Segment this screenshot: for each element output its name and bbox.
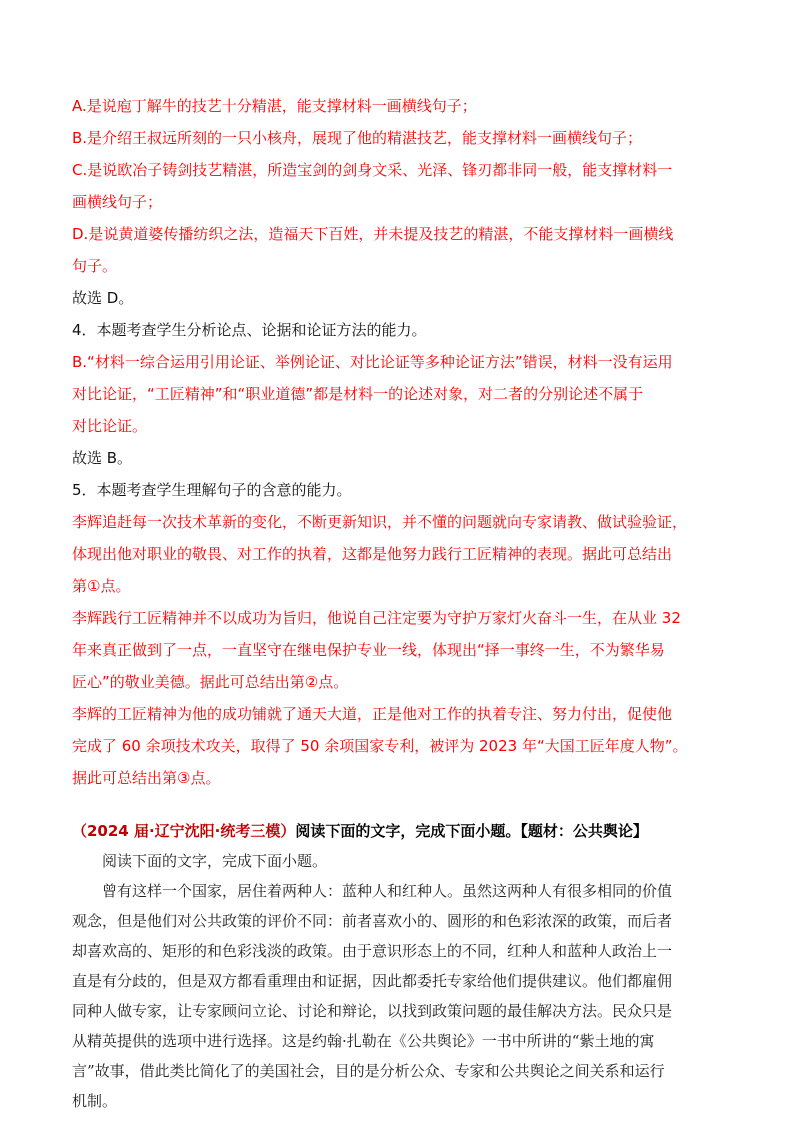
section-spacer <box>72 794 732 816</box>
reading-section <box>72 816 732 1116</box>
passage-line: 言”故事，借此类比简化了的美国社会，目的是分析公众、专家和公共舆论之间关系和运行 <box>72 1062 665 1080</box>
answer-option-b: B.是介绍王叔远所刻的一只小核舟，展现了他的精湛技艺，能支撑材料一画横线句子； <box>72 129 643 147</box>
passage-line: 同种人做专家，让专家顾问立论、讨论和辩论，以找到政策问题的最佳解决方法。民众只是 <box>72 1002 673 1020</box>
q5-analysis-line: 体现出他对职业的敬畏、对工作的执着，这都是他努力践行工匠精神的表现。据此可总结出 <box>72 545 673 563</box>
q5-analysis-line: 李辉践行工匠精神并不以成功为旨归，他说自己注定要为守护万家灯火奋斗一生，在从业 32 <box>72 609 681 627</box>
passage-line: 直是有分歧的，但是双方都看重理由和证据，因此都委托专家给他们提供建议。他们都雇佣 <box>72 972 673 990</box>
q5-analysis-line: 年来真正做到了一点，一直坚守在继电保护专业一线，体现出“择一事终一生，不为繁华易 <box>72 641 665 659</box>
passage-line: 机制。 <box>72 1092 118 1110</box>
q4-analysis-line: 对比论证。 <box>72 417 148 435</box>
q5-title: 5．本题考查学生理解句子的含意的能力。 <box>72 481 352 499</box>
source-tag: （2024 届·辽宁沈阳·统考三模） <box>72 822 296 840</box>
passage <box>72 876 732 1116</box>
q5-analysis-line: 据此可总结出第③点。 <box>72 769 221 787</box>
q5-analysis-line: 匠心”的敬业美德。据此可总结出第②点。 <box>72 673 349 691</box>
passage-line: 从精英提供的选项中进行选择。这是约翰·扎勒在《公共舆论》一书中所讲的“紫土地的寓 <box>72 1032 655 1050</box>
answer-option-d-cont: 句子。 <box>72 257 118 275</box>
answer-choice-b: 故选 B。 <box>72 449 133 467</box>
section-intro: 阅读下面的文字，完成下面小题。 <box>102 852 328 870</box>
q5-answer-block <box>72 474 732 794</box>
answer-option-d: D.是说黄道婆传播纺织之法，造福天下百姓，并未提及技艺的精湛，不能支撑材料一画横线 <box>72 225 674 243</box>
answer-choice-d: 故选 D。 <box>72 289 134 307</box>
q4-analysis-line: B.“材料一综合运用引用论证、举例论证、对比论证等多种论证方法”错误，材料一没有运用 <box>72 353 673 371</box>
q5-analysis-line: 完成了 60 余项技术攻关，取得了 50 余项国家专利，被评为 2023 年“大国工匠年度人物”。 <box>72 737 688 755</box>
heading-text: 阅读下面的文字，完成下面小题。【题材：公共舆论】 <box>295 822 648 840</box>
passage-line: 曾有这样一个国家，居住着两种人：蓝种人和红种人。虽然这两种人有很多相同的价值 <box>102 882 673 900</box>
q5-analysis-line: 第①点。 <box>72 577 131 595</box>
q4-answer-block <box>72 314 732 474</box>
page-content <box>72 90 732 1116</box>
passage-line: 却喜欢高的、矩形的和色彩浅淡的政策。由于意识形态上的不同，红种人和蓝种人政治上一 <box>72 942 673 960</box>
q5-analysis-line: 李辉追赶每一次技术革新的变化，不断更新知识，并不懂的问题就向专家请教、做试验验证， <box>72 513 688 531</box>
answer-option-a: A.是说庖丁解牛的技艺十分精湛，能支撑材料一画横线句子； <box>72 97 477 115</box>
q4-title: 4．本题考查学生分析论点、论据和论证方法的能力。 <box>72 321 427 339</box>
passage-line: 观念，但是他们对公共政策的评价不同：前者喜欢小的、圆形的和色彩浓深的政策，而后者 <box>72 912 673 930</box>
q3-answer-block <box>72 90 732 314</box>
q4-analysis-line: 对比论证，“工匠精神”和“职业道德”都是材料一的论述对象，对二者的分别论述不属于 <box>72 385 644 403</box>
answer-option-c-cont: 画横线句子； <box>72 193 163 211</box>
answer-option-c: C.是说欧冶子铸剑技艺精湛，所造宝剑的剑身文采、光泽、锋刃都非同一般，能支撑材料一 <box>72 161 673 179</box>
section-heading <box>72 816 732 846</box>
q5-analysis-line: 李辉的工匠精神为他的成功铺就了通天大道，正是他对工作的执着专注、努力付出，促使他 <box>72 705 673 723</box>
